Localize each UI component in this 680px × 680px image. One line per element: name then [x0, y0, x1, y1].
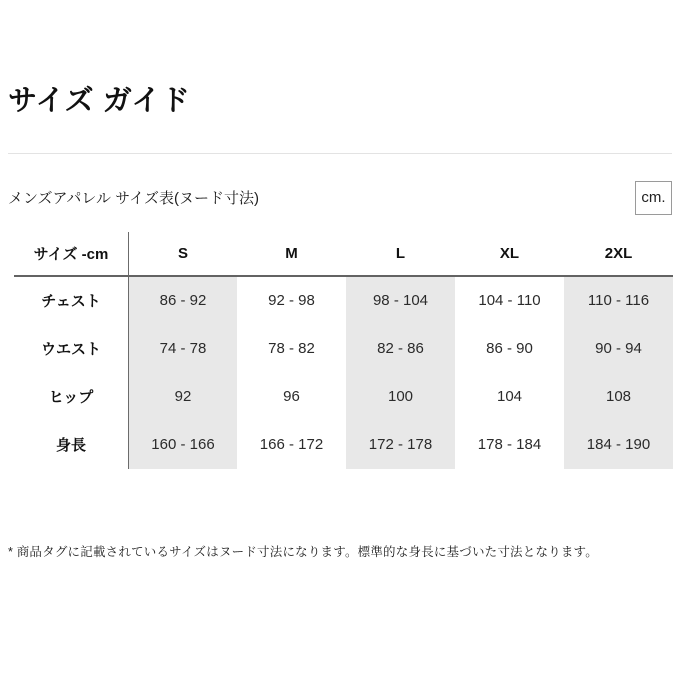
- cell-hip-s: 92: [128, 373, 237, 421]
- cell-hip-m: 96: [283, 388, 300, 406]
- nude-measurement-footnote: * 商品タグに記載されているサイズはヌード寸法になります。標準的な身長に基づいた寸法となります。: [8, 544, 598, 559]
- size-table: [14, 232, 673, 469]
- cell-chest-m: 92 - 98: [268, 292, 315, 310]
- subtitle-row: [8, 180, 672, 216]
- cell-height-l: 172 - 178: [346, 421, 455, 469]
- cell-hip-xl: 104: [496, 388, 523, 406]
- header-size-m: M: [237, 232, 346, 277]
- cell-waist-s: 74 - 78: [128, 325, 237, 373]
- header-size-s: S: [128, 232, 237, 277]
- cell-hip-l: 100: [346, 373, 455, 421]
- cell-chest-s: 86 - 92: [128, 277, 237, 325]
- header-size-2xl: 2XL: [564, 232, 673, 277]
- cell-chest-xl: 104 - 110: [478, 292, 541, 310]
- row-label-hip: ヒップ: [48, 389, 94, 407]
- header-size-l: L: [346, 232, 455, 277]
- cell-waist-2xl: 90 - 94: [564, 325, 673, 373]
- header-size-xl: XL: [455, 232, 564, 277]
- cell-chest-l: 98 - 104: [346, 277, 455, 325]
- title-divider: [8, 153, 672, 154]
- header-size-cm: サイズ -cm: [14, 232, 128, 277]
- cell-waist-xl: 86 - 90: [486, 340, 533, 358]
- row-label-chest: チェスト: [41, 293, 101, 311]
- cell-height-m: 166 - 172: [259, 436, 324, 454]
- cell-height-2xl: 184 - 190: [564, 421, 673, 469]
- cell-chest-2xl: 110 - 116: [564, 277, 673, 325]
- cell-waist-m: 78 - 82: [268, 340, 315, 358]
- row-label-waist: ウエスト: [40, 341, 101, 359]
- cell-height-xl: 178 - 184: [477, 436, 542, 454]
- unit-cm-badge[interactable]: cm.: [635, 181, 672, 215]
- table-subtitle: メンズアパレル サイズ表(ヌード寸法): [8, 190, 259, 208]
- cell-height-s: 160 - 166: [128, 421, 237, 469]
- cell-hip-2xl: 108: [564, 373, 673, 421]
- page-title: サイズ ガイド: [8, 85, 191, 117]
- cell-waist-l: 82 - 86: [346, 325, 455, 373]
- row-label-height: 身長: [55, 437, 86, 455]
